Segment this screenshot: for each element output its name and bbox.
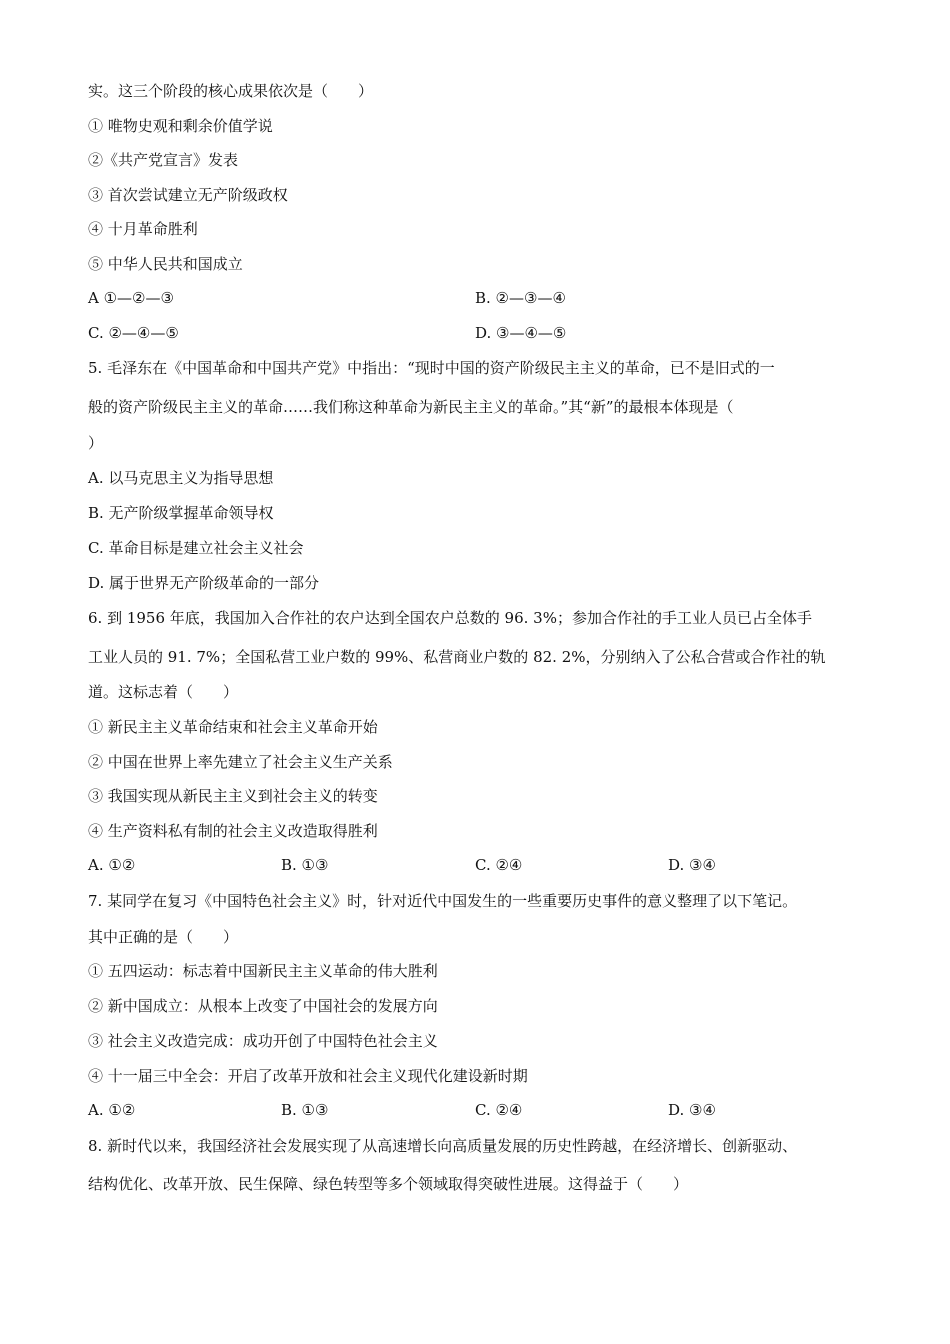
q6-stem-line-3: 道。这标志着（ ）: [88, 683, 239, 701]
q4-option-b: B. ②—③—④: [475, 289, 566, 307]
q7-stem-line-1: 7. 某同学在复习《中国特色社会主义》时，针对近代中国发生的一些重要历史事件的意义整理了以下笔记。: [88, 892, 798, 910]
q6-option-a: A. ①②: [88, 856, 136, 874]
q8-stem-line-2: 结构优化、改革开放、民生保障、绿色转型等多个领域取得突破性进展。这得益于（ ）: [88, 1175, 689, 1193]
q7-stem-line-2: 其中正确的是（ ）: [88, 928, 239, 946]
q6-stem-line-2: 工业人员的 91. 7%；全国私营工业户数的 99%、私营商业户数的 82. 2%，分别纳入了公私合营或合作社的轨: [88, 648, 826, 666]
q5-option-c: C. 革命目标是建立社会主义社会: [88, 539, 304, 557]
q7-item-3: ③ 社会主义改造完成：成功开创了中国特色社会主义: [88, 1032, 438, 1050]
q4-item-2: ②《共产党宣言》发表: [88, 151, 239, 169]
q6-item-2: ② 中国在世界上率先建立了社会主义生产关系: [88, 753, 393, 771]
q7-option-a: A. ①②: [88, 1101, 136, 1119]
q6-stem-line-1: 6. 到 1956 年底，我国加入合作社的农户达到全国农户总数的 96. 3%；参加合作社的手工业人员已占全体手: [88, 609, 812, 627]
q8-stem-line-1: 8. 新时代以来，我国经济社会发展实现了从高速增长向高质量发展的历史性跨越，在经济增长、创新驱动、: [88, 1137, 798, 1155]
q6-item-1: ① 新民主主义革命结束和社会主义革命开始: [88, 718, 378, 736]
q7-item-1: ① 五四运动：标志着中国新民主主义革命的伟大胜利: [88, 962, 438, 980]
q4-item-3: ③ 首次尝试建立无产阶级政权: [88, 186, 288, 204]
q6-option-c: C. ②④: [475, 856, 523, 874]
q5-option-a: A. 以马克思主义为指导思想: [88, 469, 274, 487]
q4-item-4: ④ 十月革命胜利: [88, 220, 198, 238]
q7-item-4: ④ 十一届三中全会：开启了改革开放和社会主义现代化建设新时期: [88, 1067, 528, 1085]
q6-option-d: D. ③④: [668, 856, 716, 874]
q4-item-1: ① 唯物史观和剩余价值学说: [88, 117, 273, 135]
q6-item-4: ④ 生产资料私有制的社会主义改造取得胜利: [88, 822, 378, 840]
q7-item-2: ② 新中国成立：从根本上改变了中国社会的发展方向: [88, 997, 438, 1015]
q5-option-d: D. 属于世界无产阶级革命的一部分: [88, 574, 320, 592]
q5-stem-line-3: ）: [88, 434, 104, 452]
q6-item-3: ③ 我国实现从新民主主义到社会主义的转变: [88, 787, 378, 805]
q4-stem-tail: 实。这三个阶段的核心成果依次是（ ）: [88, 82, 374, 100]
q7-option-b: B. ①③: [281, 1101, 329, 1119]
q5-stem-line-2: 般的资产阶级民主主义的革命……我们称这种革命为新民主主义的革命。”其“新”的最根本体现是（: [88, 398, 734, 416]
q6-option-b: B. ①③: [281, 856, 329, 874]
q7-option-c: C. ②④: [475, 1101, 523, 1119]
q4-option-a: A ①—②—③: [88, 289, 174, 307]
q4-item-5: ⑤ 中华人民共和国成立: [88, 255, 243, 273]
q5-option-b: B. 无产阶级掌握革命领导权: [88, 504, 274, 522]
q5-stem-line-1: 5. 毛泽东在《中国革命和中国共产党》中指出：“现时中国的资产阶级民主主义的革命，已不是旧式的一: [88, 359, 775, 377]
q7-option-d: D. ③④: [668, 1101, 716, 1119]
q4-option-d: D. ③—④—⑤: [475, 324, 567, 342]
q4-option-c: C. ②—④—⑤: [88, 324, 179, 342]
